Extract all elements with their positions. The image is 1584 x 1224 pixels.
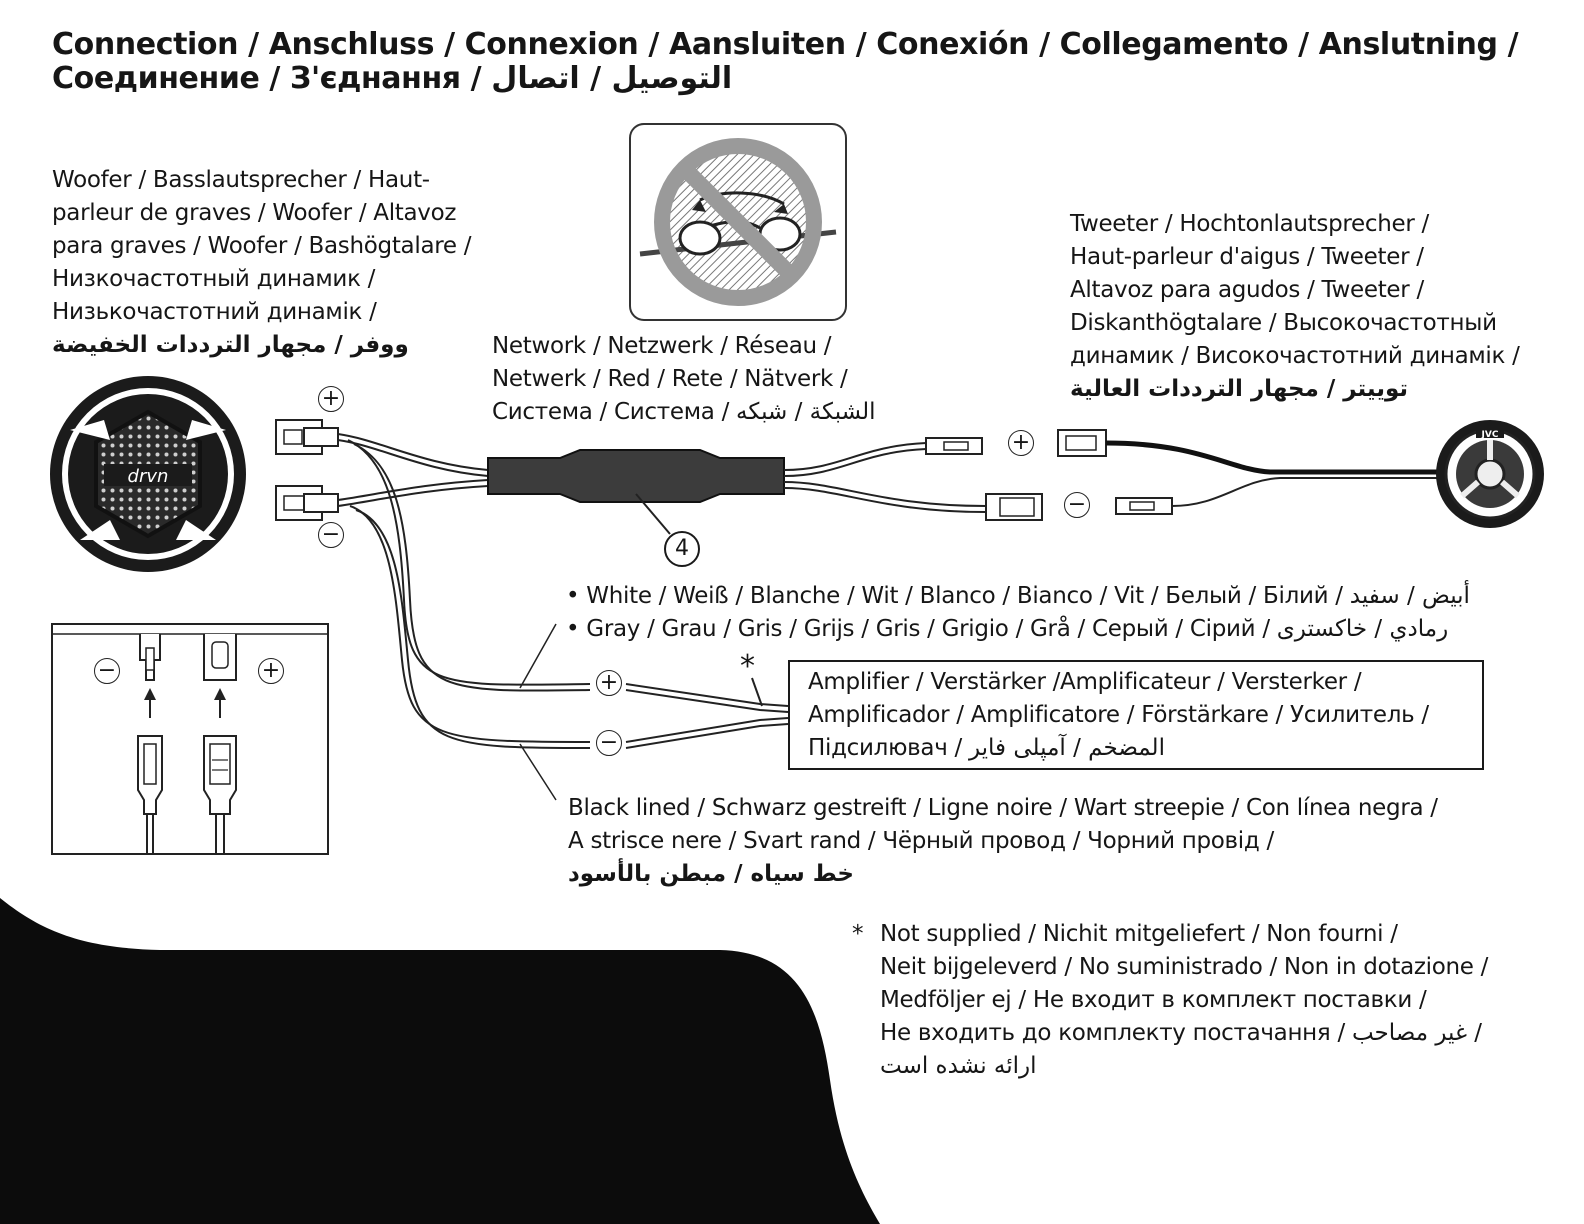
warning-do-not-bend-illustration <box>630 124 846 320</box>
woofer-label-line: Низькочастотний динамік / <box>52 299 377 325</box>
tweeter-label-line: Tweeter / Hochtonlautsprecher / <box>1070 211 1429 237</box>
woofer-label-line-arabic: ووفر / مجهار الترددات الخفيضة <box>52 332 409 358</box>
black-lined-label-line: A strisce nere / Svart rand / Чёрный провод / Чорний провід / <box>568 828 1274 854</box>
network-label <box>492 330 876 429</box>
not-supplied-line: ارائه نشده است <box>880 1053 1037 1079</box>
tweeter-label-line: Altavoz para agudos / Tweeter / <box>1070 277 1424 303</box>
gray-leader-line <box>520 624 556 688</box>
network-plus-symbol: + <box>1008 430 1034 456</box>
not-supplied-line: Neit bijgeleverd / No suministrado / Non in dotazione / <box>880 954 1489 980</box>
not-supplied-asterisk-marker: * <box>740 649 755 684</box>
woofer-label-line: parleur de graves / Woofer / Altavoz <box>52 200 457 226</box>
not-supplied-note <box>852 918 1488 1083</box>
black-lined-label-line-arabic: خط سیاه / مبطن بالأسود <box>568 861 854 887</box>
woofer-label <box>52 164 471 362</box>
woofer-label-line: para graves / Woofer / Bashögtalare / <box>52 233 472 259</box>
part-number-badge: 4 <box>664 531 700 567</box>
woofer-minus-symbol: − <box>318 522 344 548</box>
amplifier-minus-symbol: − <box>596 730 622 756</box>
network-label-line: Система / Система / الشبكة / شبكه <box>492 399 876 425</box>
amplifier-label-line: Підсилювач / المضخم / آمپلی فایر <box>808 735 1165 761</box>
tweeter-speaker-illustration <box>1436 420 1544 528</box>
woofer-terminal-minus <box>276 486 338 520</box>
woofer-label-line: Woofer / Basslautsprecher / Haut- <box>52 167 430 193</box>
tweeter-brand-label: JVC <box>1481 430 1499 440</box>
connector-detail-inset <box>52 624 328 854</box>
black-lined-leader-line <box>520 744 556 800</box>
tweeter-label-line-arabic: توييتر / مجهار الترددات العالية <box>1070 376 1409 402</box>
network-label-line: Netwerk / Red / Rete / Nätverk / <box>492 366 848 392</box>
woofer-label-line: Низкочастотный динамик / <box>52 266 376 292</box>
amplifier-wires <box>626 678 788 748</box>
amplifier-label-line: Amplifier / Verstärker /Amplificateur / Versterker / <box>808 669 1362 695</box>
tweeter-wires <box>1106 443 1440 506</box>
wire-color-legend <box>566 580 1470 646</box>
network-connector-plus <box>926 438 982 454</box>
tweeter-label-line: Haut-parleur d'aigus / Tweeter / <box>1070 244 1424 270</box>
black-lined-label <box>568 792 1438 891</box>
woofer-plus-symbol: + <box>318 386 344 412</box>
bullet: • <box>566 583 580 609</box>
woofer-terminal-plus <box>276 420 338 454</box>
inset-plus-symbol: + <box>258 658 284 684</box>
black-lined-label-line: Black lined / Schwarz gestreift / Ligne noire / Wart streepie / Con línea negra / <box>568 795 1438 821</box>
wire-color-white <box>566 580 1470 613</box>
not-supplied-line: Не входить до комплекту постачання / غير مصاحب / <box>880 1020 1483 1046</box>
not-supplied-line: Medföljer ej / Не входит в комплект поставки / <box>880 987 1427 1013</box>
bullet: • <box>566 616 580 642</box>
amplifier-plus-symbol: + <box>596 670 622 696</box>
network-label-line: Network / Netzwerk / Réseau / <box>492 333 832 359</box>
tweeter-label-line: Diskanthögtalare / Высокочастотный <box>1070 310 1497 336</box>
tweeter-label <box>1070 208 1520 406</box>
not-supplied-line: Not supplied / Nichit mitgeliefert / Non fourni / <box>880 921 1398 947</box>
title-line-2: Соединение / З'єднання / التوصيل / اتصال <box>52 61 733 96</box>
note-asterisk: * <box>852 921 864 947</box>
network-connector-minus <box>986 494 1042 520</box>
tweeter-connector-minus <box>1116 498 1172 514</box>
title-line-1: Connection / Anschluss / Connexion / Aansluiten / Conexión / Collegamento / Anslutning / <box>52 27 1519 62</box>
wire-color-gray <box>566 613 1470 646</box>
wire-color-white-text: White / Weiß / Blanche / Wit / Blanco / Bianco / Vit / Белый / Білий / أبيض / سفيد <box>586 583 1470 609</box>
woofer-brand-label: drvn <box>127 466 169 487</box>
tweeter-connector-plus <box>1058 430 1106 456</box>
amplifier-label-line: Amplificador / Amplificatore / Förstärkare / Усилитель / <box>808 702 1429 728</box>
decorative-black-shape <box>0 898 880 1224</box>
amplifier-label <box>808 666 1429 765</box>
wire-color-gray-text: Gray / Grau / Gris / Grijs / Gris / Grigio / Grå / Серый / Сірий / رمادي / خاکستری <box>586 616 1449 642</box>
inset-minus-symbol: − <box>94 658 120 684</box>
network-minus-symbol: − <box>1064 492 1090 518</box>
woofer-speaker-illustration <box>50 376 246 572</box>
tweeter-label-line: динамик / Високочастотний динамік / <box>1070 343 1520 369</box>
